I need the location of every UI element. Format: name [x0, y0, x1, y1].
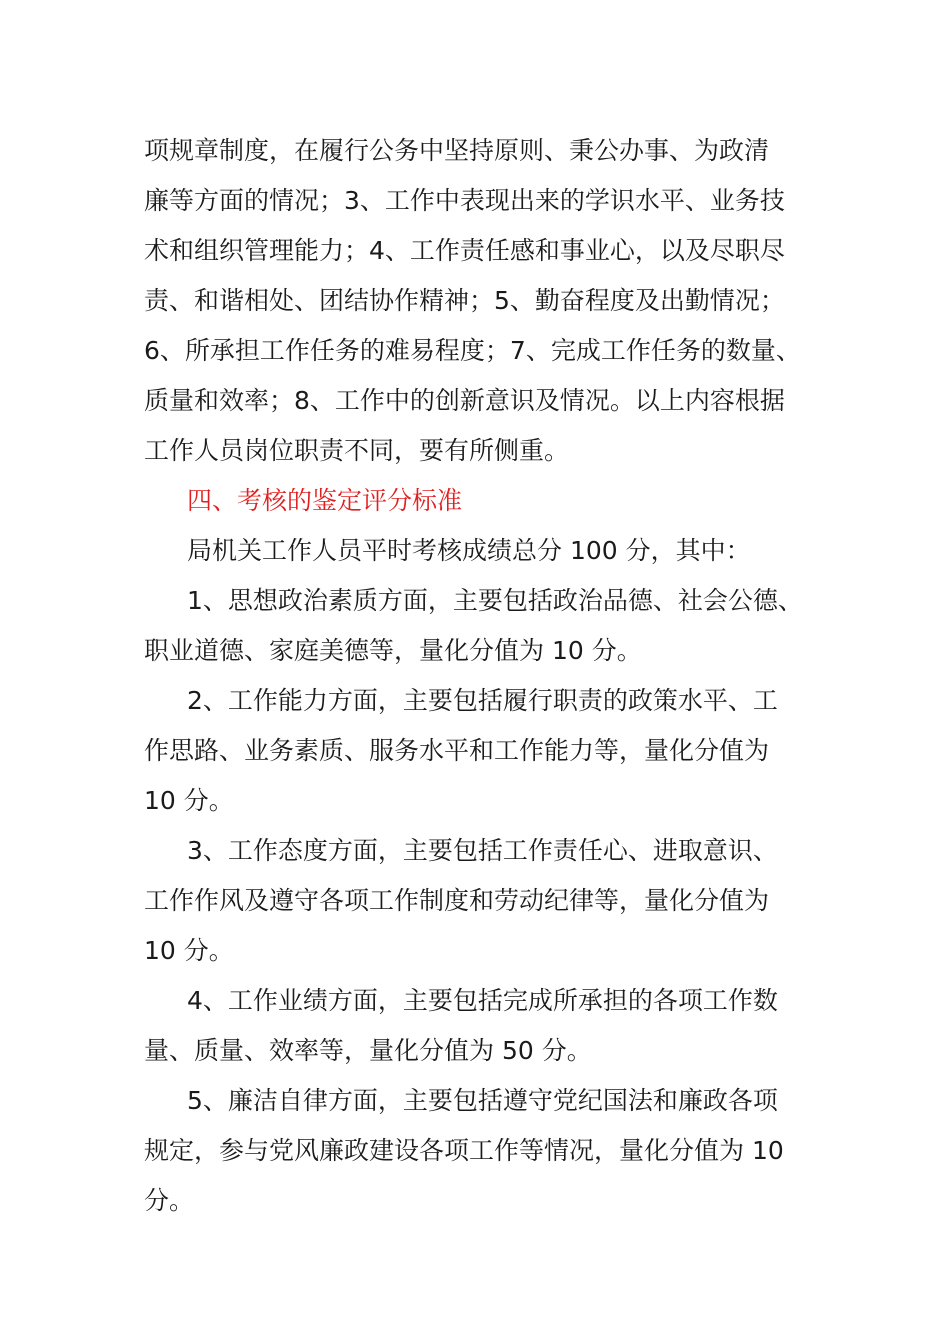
intro-line: 质量和效率；8、工作中的创新意识及情况。以上内容根据	[144, 386, 785, 415]
criteria-line: 2、工作能力方面，主要包括履行职责的政策水平、工	[187, 686, 778, 715]
criteria-line: 职业道德、家庭美德等，量化分值为 10 分。	[144, 636, 642, 665]
intro-line: 廉等方面的情况；3、工作中表现出来的学识水平、业务技	[144, 186, 785, 215]
intro-paragraph	[144, 126, 809, 476]
section-heading: 四、考核的鉴定评分标准	[187, 486, 463, 515]
criteria-item-5	[144, 1076, 809, 1226]
intro-line: 责、和谐相处、团结协作精神；5、勤奋程度及出勤情况；	[144, 286, 785, 315]
criteria-line: 量、质量、效率等，量化分值为 50 分。	[144, 1036, 592, 1065]
criteria-line: 分。	[144, 1186, 195, 1215]
criteria-line: 作思路、业务素质、服务水平和工作能力等，量化分值为	[144, 736, 770, 765]
intro-line: 工作人员岗位职责不同，要有所侧重。	[144, 436, 570, 465]
criteria-line: 工作作风及遵守各项工作制度和劳动纪律等，量化分值为	[144, 886, 770, 915]
criteria-line: 5、廉洁自律方面，主要包括遵守党纪国法和廉政各项	[187, 1086, 778, 1115]
criteria-line: 规定，参与党风廉政建设各项工作等情况，量化分值为 10	[144, 1136, 784, 1165]
intro-line: 术和组织管理能力；4、工作责任感和事业心，以及尽职尽	[144, 236, 785, 265]
intro-line: 6、所承担工作任务的难易程度；7、完成工作任务的数量、	[144, 336, 801, 365]
criteria-item-1	[144, 576, 809, 676]
criteria-item-4	[144, 976, 809, 1076]
criteria-line: 4、工作业绩方面，主要包括完成所承担的各项工作数	[187, 986, 778, 1015]
criteria-line: 3、工作态度方面，主要包括工作责任心、进取意识、	[187, 836, 778, 865]
intro-line: 项规章制度，在履行公务中坚持原则、秉公办事、为政清	[144, 136, 770, 165]
criteria-line: 10 分。	[144, 786, 234, 815]
criteria-line: 10 分。	[144, 936, 234, 965]
criteria-line: 1、思想政治素质方面，主要包括政治品德、社会公德、	[187, 586, 803, 615]
document-body	[144, 126, 809, 1226]
criteria-item-2	[144, 676, 809, 826]
total-score-line: 局机关工作人员平时考核成绩总分 100 分，其中：	[187, 536, 751, 565]
criteria-item-3	[144, 826, 809, 976]
